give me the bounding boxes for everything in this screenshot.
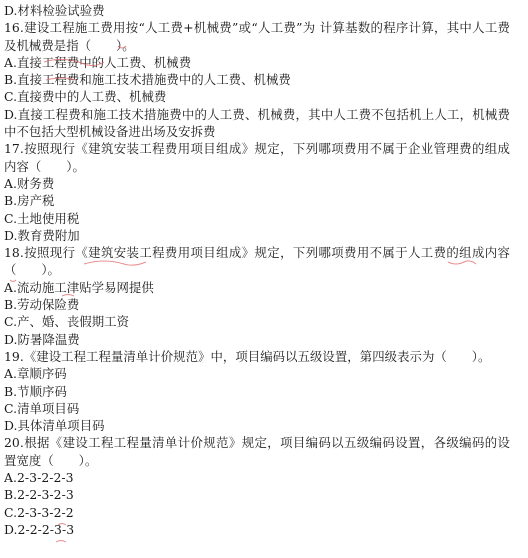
text-line-1: D.材料检验试验费 — [4, 3, 105, 18]
text-line-23: B.节顺序码 — [4, 383, 67, 399]
text-line-16: （ ）。 — [4, 262, 61, 278]
text-line-29: B.2-2-3-2-3 — [4, 487, 74, 503]
text-line-13: C.土地使用税 — [4, 210, 80, 226]
text-line-17: A.流动施工津贴学易网提供 — [4, 279, 154, 295]
text-line-2: 16.建设工程施工费用按“人工费+机械费”或“人工费”为 计算基数的程序计算，其中人工费 — [4, 20, 510, 36]
text-line-9: 17.按照现行《建筑安装工程费用项目组成》规定，下列哪项费用不属于企业管理费的组成 — [4, 141, 510, 157]
text-line-5: B.直接工程费和施工技术措施费中的人工费、机械费 — [4, 72, 291, 88]
text-line-12: B.房产税 — [4, 193, 55, 209]
text-line-15: 18.按照现行《建筑安装工程费用项目组成》规定，下列哪项费用不属于人工费的组成内容 — [4, 245, 510, 261]
text-line-22: A.章顺序码 — [4, 366, 67, 382]
text-line-21: 19.《建设工程工程量清单计价规范》中，项目编码以五级设置，第四级表示为（ ）。 — [4, 348, 491, 364]
text-line-30: C.2-3-3-2-2 — [4, 504, 74, 520]
text-line-6: C.直接费中的人工费、机械费 — [4, 89, 167, 105]
text-line-25: D.具体清单项目码 — [4, 418, 105, 434]
text-line-4: A.直接工程费中的人工费、机械费 — [4, 54, 192, 70]
text-line-27: 置宽度（ ）。 — [4, 452, 98, 468]
text-line-24: C.清单项目码 — [4, 400, 80, 416]
document-page — [4, 2, 522, 538]
text-line-28: A.2-3-2-2-3 — [4, 470, 74, 486]
text-line-18: B.劳动保险费 — [4, 297, 80, 313]
text-line-14: D.教育费附加 — [4, 227, 80, 243]
text-line-19: C.产、婚、丧假期工资 — [4, 314, 130, 330]
text-line-31: D.2-2-2-3-3 — [4, 521, 75, 537]
text-line-3: 及机械费是指（ ）。 — [4, 37, 135, 53]
text-line-8: 中不包括大型机械设备进出场及安拆费 — [4, 124, 216, 140]
text-line-26: 20.根据《建设工程工程量清单计价规范》规定，项目编码以五级编码设置，各级编码的设 — [4, 435, 510, 451]
text-line-7: D.直接工程费和施工技术措施费中的人工费、机械费，其中人工费不包括机上人工，机械费 — [4, 106, 510, 122]
text-line-20: D.防暑降温费 — [4, 331, 80, 347]
text-line-10: 内容（ ）。 — [4, 158, 85, 174]
text-line-11: A.财务费 — [4, 175, 55, 191]
